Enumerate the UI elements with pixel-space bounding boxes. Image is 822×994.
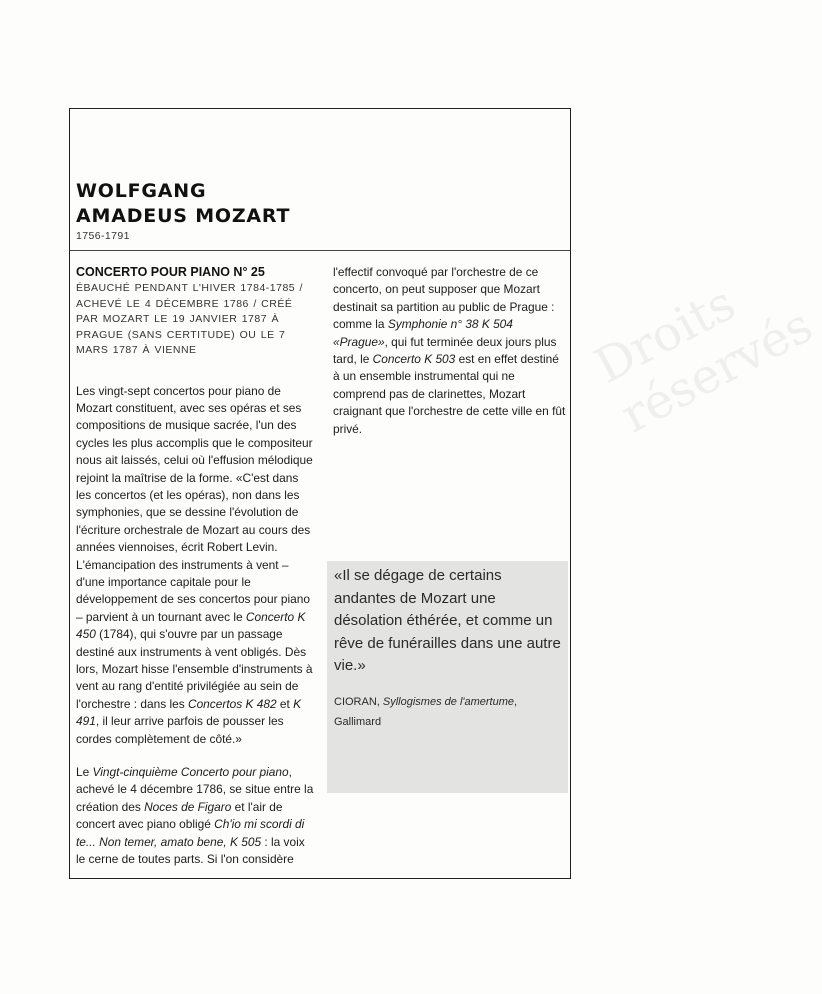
p1-work-k491: K 491 [76, 696, 302, 729]
p2-text-e: et l'air de concert avec piano obligé [76, 799, 283, 832]
p1-work-k482: Concertos K 482 [187, 696, 277, 711]
p1-text-c: (1784), qui s'ouvre par un passage destiné aux instruments à vent obligés. Dès lors, Mozart hisse l'ensemble d'instruments à vent au rang d'entité privilégiée au sein de l'orchestre : dans les [76, 627, 313, 711]
p2-text-k: est en effet destiné à un ensemble instrumental qui ne comprend pas de clarinettes, Mozart craignant que l'orchestre de cette ville en fût privé. [333, 352, 566, 436]
p1-text-e: et [276, 696, 294, 711]
quote-publisher: Gallimard [334, 715, 382, 728]
pull-quote-box [327, 561, 568, 793]
p2-text-i: , qui fut terminée deux jours plus tard, le [333, 334, 557, 367]
p2-text-a: Le [76, 765, 93, 780]
paragraph-concerto-continued [333, 264, 568, 438]
p1-text-a: Les vingt-sept concertos pour piano de Mozart constituent, avec ses opéras et ses compositions de musique sacrée, l'un des cycles les plus accomplis que le compositeur nous ait laissés, celui où l'effusion mélodique rejoint la maîtrise de la forme. «C'est dans les concertos (et les opéras), non dans les symphonies, que se dessine l'évolution de l'écriture orchestrale de Mozart au cours des années viennoises, écrit Robert Levin. L'émancipation des instruments à vent – d'une importance capitale pour le développement de ses concertos pour piano – parvient à un tournant avec le [76, 383, 313, 624]
paragraph-intro [76, 383, 314, 749]
composer-dates: 1756-1791 [76, 230, 130, 242]
p2-text-g-part1: : la voix le cerne de toutes parts. Si l'on considère [76, 834, 305, 867]
p1-text-g: , il leur arrive parfois de pousser les cordes complètement de côté.» [76, 714, 284, 746]
work-title: CONCERTO POUR PIANO N° 25 [76, 265, 265, 279]
pull-quote-source: CIORAN, Syllogismes de l'amertume, Gallimard [334, 695, 518, 728]
quote-source-title: Syllogismes de l'amertume [382, 695, 514, 708]
p2-work-k504: Symphonie n° 38 K 504 «Prague» [333, 317, 513, 349]
watermark: Droits réservés [585, 275, 822, 445]
page-frame [69, 108, 571, 879]
right-column [333, 264, 568, 438]
p2-text-c: , achevé le 4 décembre 1786, se situe entre la création des [76, 765, 314, 814]
composer-header [70, 109, 570, 251]
quote-author: CIORAN, [334, 695, 383, 708]
p2-work-k505: Ch'io mi scordi di te... Non temer, amato bene, K 505 [76, 817, 305, 849]
p1-work-k450: Concerto K 450 [76, 609, 306, 642]
composer-name [76, 179, 290, 229]
paragraph-concerto [76, 764, 314, 868]
work-meta: ÉBAUCHÉ PENDANT L'HIVER 1784-1785 / ACHEVÉ LE 4 DÉCEMBRE 1786 / CRÉÉ PAR MOZART LE 19 JANVIER 1787 À PRAGUE (SANS CERTITUDE) OU LE 7 MARS 1787 À VIENNE [76, 282, 303, 356]
composer-name-line2: AMADEUS MOZART [76, 205, 291, 227]
composer-name-line1: WOLFGANG [76, 180, 207, 202]
p2-work-concerto25: Vingt-cinquième Concerto pour piano [92, 765, 289, 780]
p2-work-k503: Concerto K 503 [372, 352, 456, 367]
left-column [76, 264, 314, 868]
p2-work-noces: Noces de Figaro [144, 799, 232, 814]
p2-text-g-part2: l'effectif convoqué par l'orchestre de ce concerto, on peut supposer que Mozart destinait sa partition au public de Prague : comme la [333, 265, 555, 332]
pull-quote-text: «Il se dégage de certains andantes de Mozart une désolation éthérée, et comme un rêve de funérailles dans une autre vie.» [334, 567, 561, 674]
